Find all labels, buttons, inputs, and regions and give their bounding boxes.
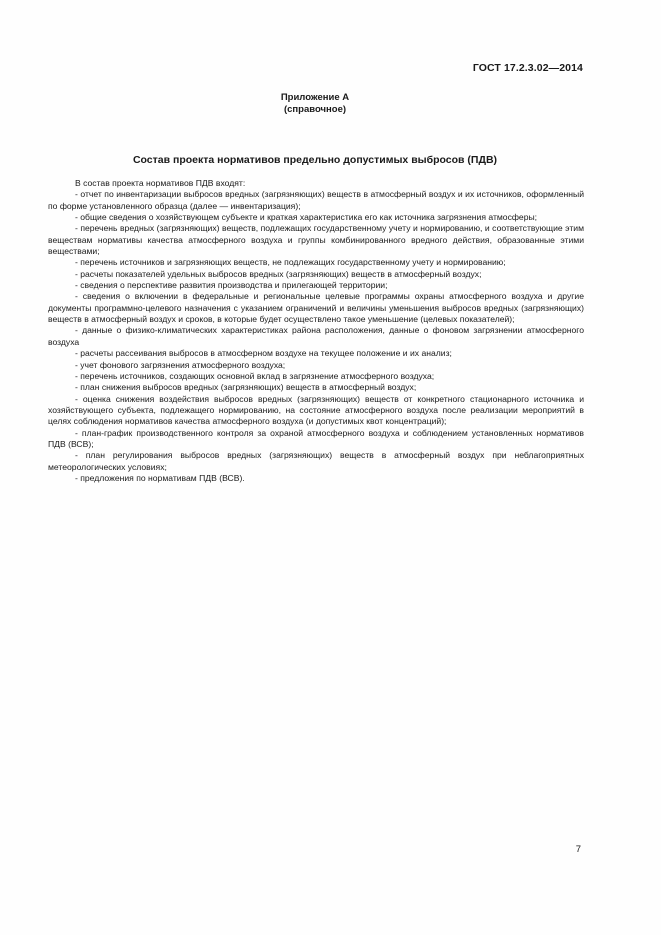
appendix-subtitle: (справочное) — [283, 104, 347, 115]
list-item: - сведения о перспективе развития производства и прилегающей территории; — [75, 280, 388, 291]
page-number: 7 — [575, 844, 581, 855]
section-title: Состав проекта нормативов предельно допустимых выбросов (ПДВ) — [132, 154, 498, 166]
list-item: - общие сведения о хозяйствующем субъекте и краткая характеристика его как источника загрязнения атмосферы; — [75, 212, 538, 223]
list-item: - план регулирования выбросов вредных (загрязняющих) веществ в атмосферный воздух при неблагоприятных метеорологических условиях; — [48, 450, 584, 472]
list-item: - предложения по нормативам ПДВ (ВСВ). — [75, 472, 245, 483]
list-item: - сведения о включении в федеральные и региональные целевые программы охраны атмосферного воздуха и другие документы программно-целевого назначения с указанием ограничений и величины уменьшения выбросов вредных (загрязняющих) веществ в атмосферный воздух и сроков, в которые будет осуществлено такое уменьшение (целевых показателей); — [48, 291, 584, 325]
list-item: - данные о физико-климатических характеристиках района расположения, данные о фоновом загрязнении атмосферного воздуха — [48, 325, 584, 347]
list-item: - учет фонового загрязнения атмосферного воздуха; — [75, 359, 286, 370]
list-item: - расчеты рассеивания выбросов в атмосферном воздухе на текущее положение и их анализ; — [75, 348, 452, 359]
list-item: - план-график производственного контроля за охраной атмосферного воздуха и соблюдением установленных нормативов ПДВ (ВСВ); — [48, 427, 584, 449]
list-item: - отчет по инвентаризации выбросов вредных (загрязняющих) веществ в атмосферный воздух и их источников, оформленный по форме установленного образца (далее — инвентаризация); — [48, 189, 584, 211]
document-code: ГОСТ 17.2.3.02—2014 — [472, 62, 583, 74]
list-item: - расчеты показателей удельных выбросов вредных (загрязняющих) веществ в атмосферный воздух; — [75, 268, 482, 279]
list-item: - перечень источников и загрязняющих веществ, не подлежащих государственному учету и нормированию; — [75, 257, 506, 268]
intro-paragraph: В состав проекта нормативов ПДВ входят: — [75, 178, 246, 188]
appendix-heading — [0, 92, 630, 116]
appendix-title: Приложение А — [280, 92, 350, 103]
list-item: - оценка снижения воздействия выбросов вредных (загрязняющих) веществ от конкретного стационарного источника и хозяйствующего субъекта, подлежащего нормированию, на состояние атмосферного воздуха после реализации мероприятий в целях соблюдения нормативов качества атмосферного воздуха (и допустимых квот концентраций); — [48, 393, 584, 427]
list-item: - план снижения выбросов вредных (загрязняющих) веществ в атмосферный воздух; — [75, 382, 417, 393]
list-item: - перечень источников, создающих основной вклад в загрязнение атмосферного воздуха; — [75, 370, 435, 381]
document-body — [48, 178, 584, 484]
list-item: - перечень вредных (загрязняющих) веществ, подлежащих государственному учету и нормированию, и соответствующие этим веществам нормативы качества атмосферного воздуха и группы комбинированного вредного действия, образованные этими веществами; — [48, 223, 584, 257]
